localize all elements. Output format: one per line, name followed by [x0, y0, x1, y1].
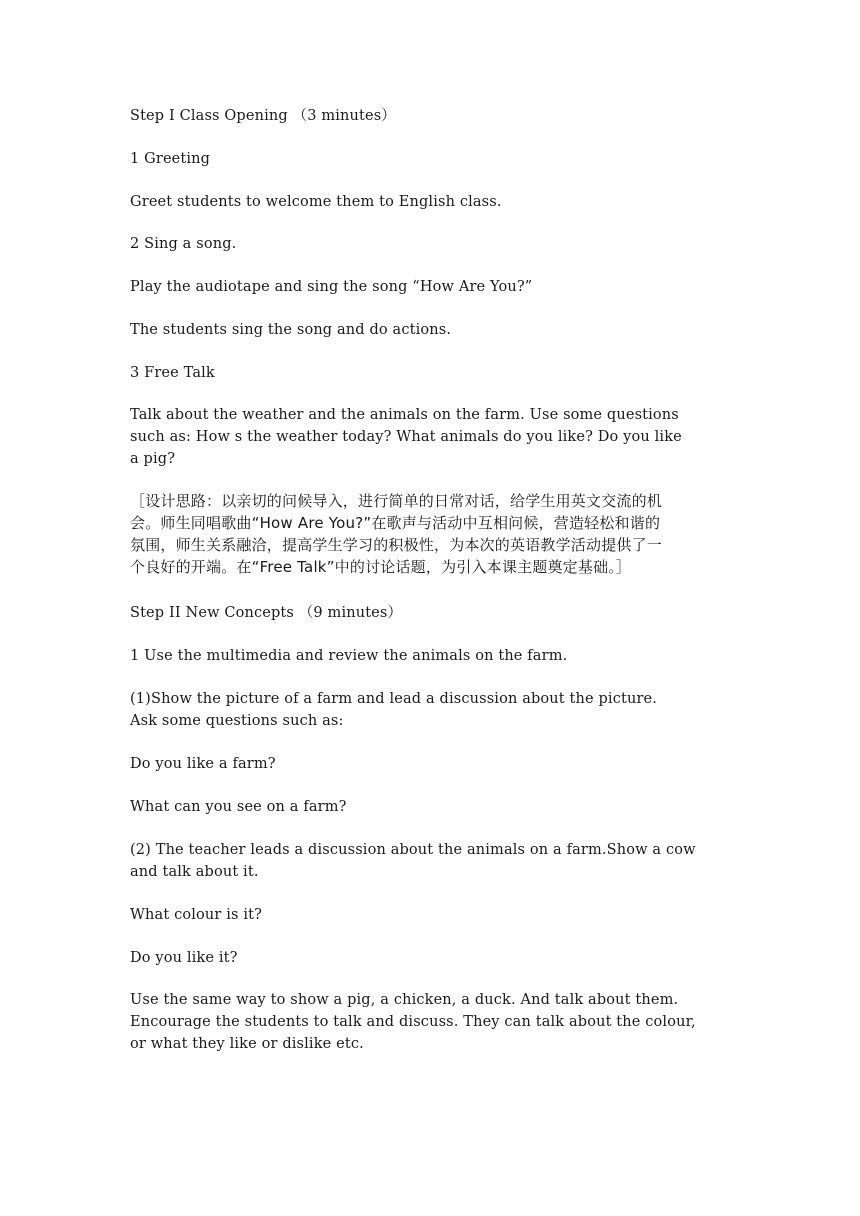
free-talk-title: 3 Free Talk: [130, 365, 215, 381]
step1-heading: Step I Class Opening （3 minutes）: [130, 108, 396, 124]
greeting-title: 1 Greeting: [130, 151, 211, 167]
question-like-farm: Do you like a farm?: [130, 756, 276, 772]
multimedia-title: 1 Use the multimedia and review the animals on the farm.: [130, 648, 568, 664]
sub2-line-2: and talk about it.: [130, 864, 259, 880]
sub1-line-2: Ask some questions such as:: [130, 713, 344, 729]
sub2-line-1: (2) The teacher leads a discussion about the animals on a farm.Show a cow: [130, 842, 696, 858]
sub2-paragraph: [130, 839, 732, 883]
design-note-paragraph: [130, 490, 732, 578]
free-talk-line-1: Talk about the weather and the animals on the farm. Use some questions: [130, 407, 679, 423]
question-like-it: Do you like it?: [130, 950, 238, 966]
design-note-line-2: 会。师生同唱歌曲“How Are You?”在歌声与活动中互相问候，营造轻松和谐的: [130, 514, 661, 532]
sing-song-text-1: Play the audiotape and sing the song “How Are You?”: [130, 279, 533, 295]
greeting-text: Greet students to welcome them to English class.: [130, 194, 502, 210]
free-talk-line-2: such as: How s the weather today? What animals do you like? Do you like: [130, 429, 682, 445]
sub1-paragraph: [130, 688, 732, 732]
design-note-line-4: 个良好的开端。在“Free Talk”中的讨论话题，为引入本课主题奠定基础。］: [130, 558, 632, 576]
closing-line-1: Use the same way to show a pig, a chicken, a duck. And talk about them.: [130, 992, 679, 1008]
question-colour: What colour is it?: [130, 907, 263, 923]
closing-line-3: or what they like or dislike etc.: [130, 1036, 364, 1052]
closing-line-2: Encourage the students to talk and discuss. They can talk about the colour,: [130, 1014, 696, 1030]
sub1-line-1: (1)Show the picture of a farm and lead a discussion about the picture.: [130, 691, 658, 707]
sing-song-text-2: The students sing the song and do actions.: [130, 322, 452, 338]
free-talk-line-3: a pig?: [130, 451, 176, 467]
design-note-line-3: 氛围，师生关系融洽，提高学生学习的积极性，为本次的英语教学活动提供了一: [130, 536, 663, 554]
closing-paragraph: [130, 989, 732, 1055]
free-talk-paragraph: [130, 404, 732, 470]
step2-heading: Step II New Concepts （9 minutes）: [130, 605, 403, 621]
design-note-line-1: ［设计思路：以亲切的问候导入，进行简单的日常对话，给学生用英文交流的机: [130, 492, 663, 510]
question-see-farm: What can you see on a farm?: [130, 799, 347, 815]
sing-song-title: 2 Sing a song.: [130, 236, 237, 252]
